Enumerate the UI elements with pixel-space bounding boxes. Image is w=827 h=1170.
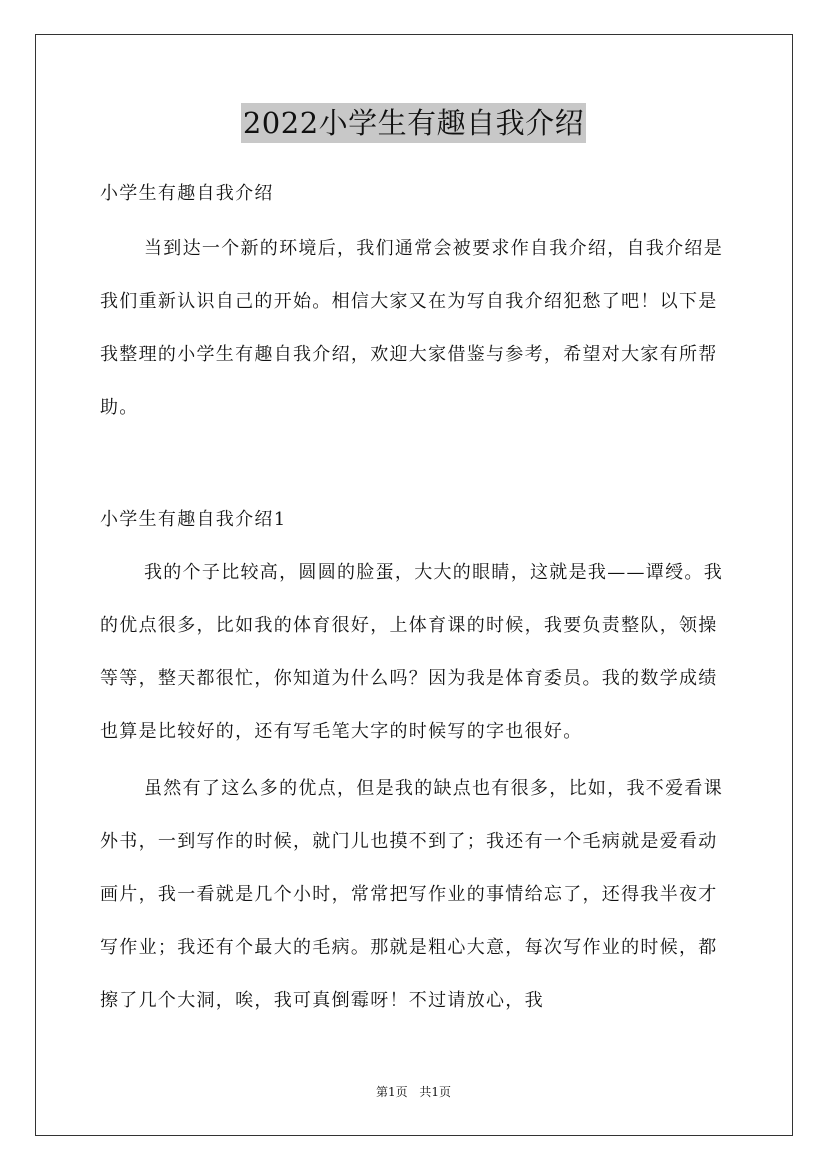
document-title: 2022小学生有趣自我介绍 xyxy=(241,103,586,143)
body-paragraph-2: 虽然有了这么多的优点，但是我的缺点也有很多，比如，我不爱看课外书，一到写作的时候，就门儿也摸不到了；我还有一个毛病就是爱看动画片，我一看就是几个小时，常常把写作业的事情给忘了，还得我半夜才写作业；我还有个最大的毛病。那就是粗心大意，每次写作业的时候，都擦了几个大洞，唉，我可真倒霉呀！不过请放心，我 xyxy=(100,778,723,1011)
subtitle: 小学生有趣自我介绍 xyxy=(100,183,274,204)
page-footer xyxy=(0,1083,827,1100)
page-number: 第1页 xyxy=(375,1085,408,1099)
page-total: 共1页 xyxy=(419,1085,452,1099)
intro-paragraph: 当到达一个新的环境后，我们通常会被要求作自我介绍，自我介绍是我们重新认识自己的开始。相信大家又在为写自我介绍犯愁了吧！以下是我整理的小学生有趣自我介绍，欢迎大家借鉴与参考，希望对大家有所帮助。 xyxy=(100,238,723,418)
section-heading: 小学生有趣自我介绍1 xyxy=(100,509,287,530)
body-paragraph-1: 我的个子比较高，圆圆的脸蛋，大大的眼睛，这就是我——谭绶。我的优点很多，比如我的体育很好，上体育课的时候，我要负责整队，领操等等，整天都很忙，你知道为什么吗？因为我是体育委员。我的数学成绩也算是比较好的，还有写毛笔大字的时候写的字也很好。 xyxy=(100,562,723,742)
title-container xyxy=(0,103,827,143)
